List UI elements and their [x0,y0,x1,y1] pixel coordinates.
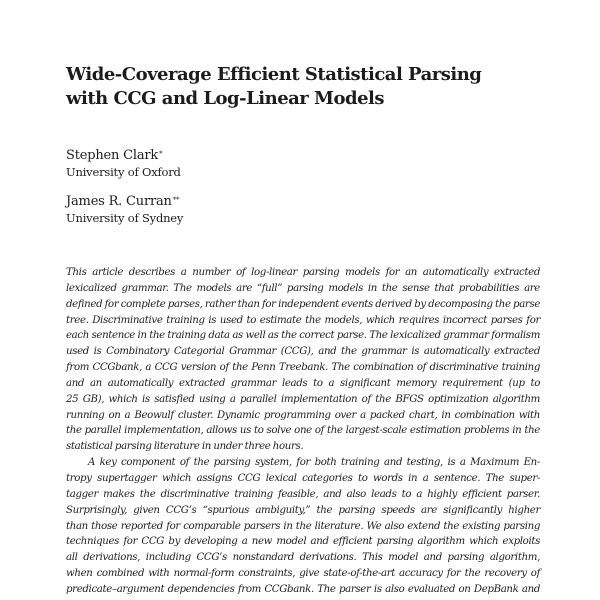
abstract-line: all derivations, including CCG’s nonstandard derivations. This model and parsing algorithm, [66,552,540,564]
abstract-line: the parallel implementation, allows us to solve one of the largest-scale estimation problems in the [66,425,540,437]
author-footnote-mark: * [159,150,163,158]
title-line-2: with CCG and Log-Linear Models [66,88,384,109]
abstract-line: defined for complete parses, rather than for independent events derived by decomposing the parse [66,298,540,310]
author-affiliation: University of Sydney [66,211,184,225]
abstract-line: when combined with normal-form constraints, give state-of-the-art accuracy for the recovery of [66,568,540,580]
abstract-line: A key component of the parsing system, for both training and testing, is a Maximum En- [88,457,540,469]
author-name [66,147,181,164]
abstract-line: predicate–argument dependencies from CCGbank. The parser is also evaluated on DepBank and [66,583,540,595]
abstract-line: from CCGbank, a CCG version of the Penn Treebank. The combination of discriminative training [66,362,540,374]
abstract-line: running on a Beowulf cluster. Dynamic programming over a packed chart, in combination with [66,409,540,421]
abstract-line: used is Combinatory Categorial Grammar (CCG), and the grammar is automatically extracted [66,346,540,358]
author-affiliation: University of Oxford [66,165,181,179]
author-name-text: Stephen Clark [66,148,159,163]
abstract-line: tropy supertagger which assigns CCG lexical categories to words in a sentence. The super- [66,472,540,484]
author-name-text: James R. Curran [66,194,172,209]
author-footnote-mark: ** [172,196,180,204]
abstract-line: statistical parsing literature in under three hours. [66,441,304,453]
abstract-line: and an automatically extracted grammar leads to a significant memory requirement (up to [66,377,540,389]
paper-title [66,63,546,111]
author-block-curran [66,193,183,226]
abstract-line: Surprisingly, given CCG’s “spurious ambiguity,” the parsing speeds are significantly higher [66,504,540,516]
abstract-line: tree. Discriminative training is used to estimate the models, which requires incorrect parses for [66,314,540,326]
author-name [66,193,183,210]
abstract-line: techniques for CCG by developing a new model and efficient parsing algorithm which exploits [66,536,540,548]
title-line-1: Wide-Coverage Efficient Statistical Parsing [66,64,482,85]
abstract-line: This article describes a number of log-linear parsing models for an automatically extracted [66,267,540,278]
abstract-line: tagger makes the discriminative training feasible, and also leads to a highly efficient parser. [66,488,540,500]
abstract [66,265,540,598]
abstract-line: 25 GB), which is satisfied using a parallel implementation of the BFGS optimization algorithm [66,393,540,405]
author-block-clark [66,147,181,180]
abstract-line: lexicalized grammar. The models are “full” parsing models in the sense that probabilities are [66,282,540,294]
abstract-line: than those reported for comparable parsers in the literature. We also extend the existing parsing [66,520,540,532]
abstract-line: each sentence in the training data as well as the correct parse. The lexicalized grammar formalism [66,330,540,342]
